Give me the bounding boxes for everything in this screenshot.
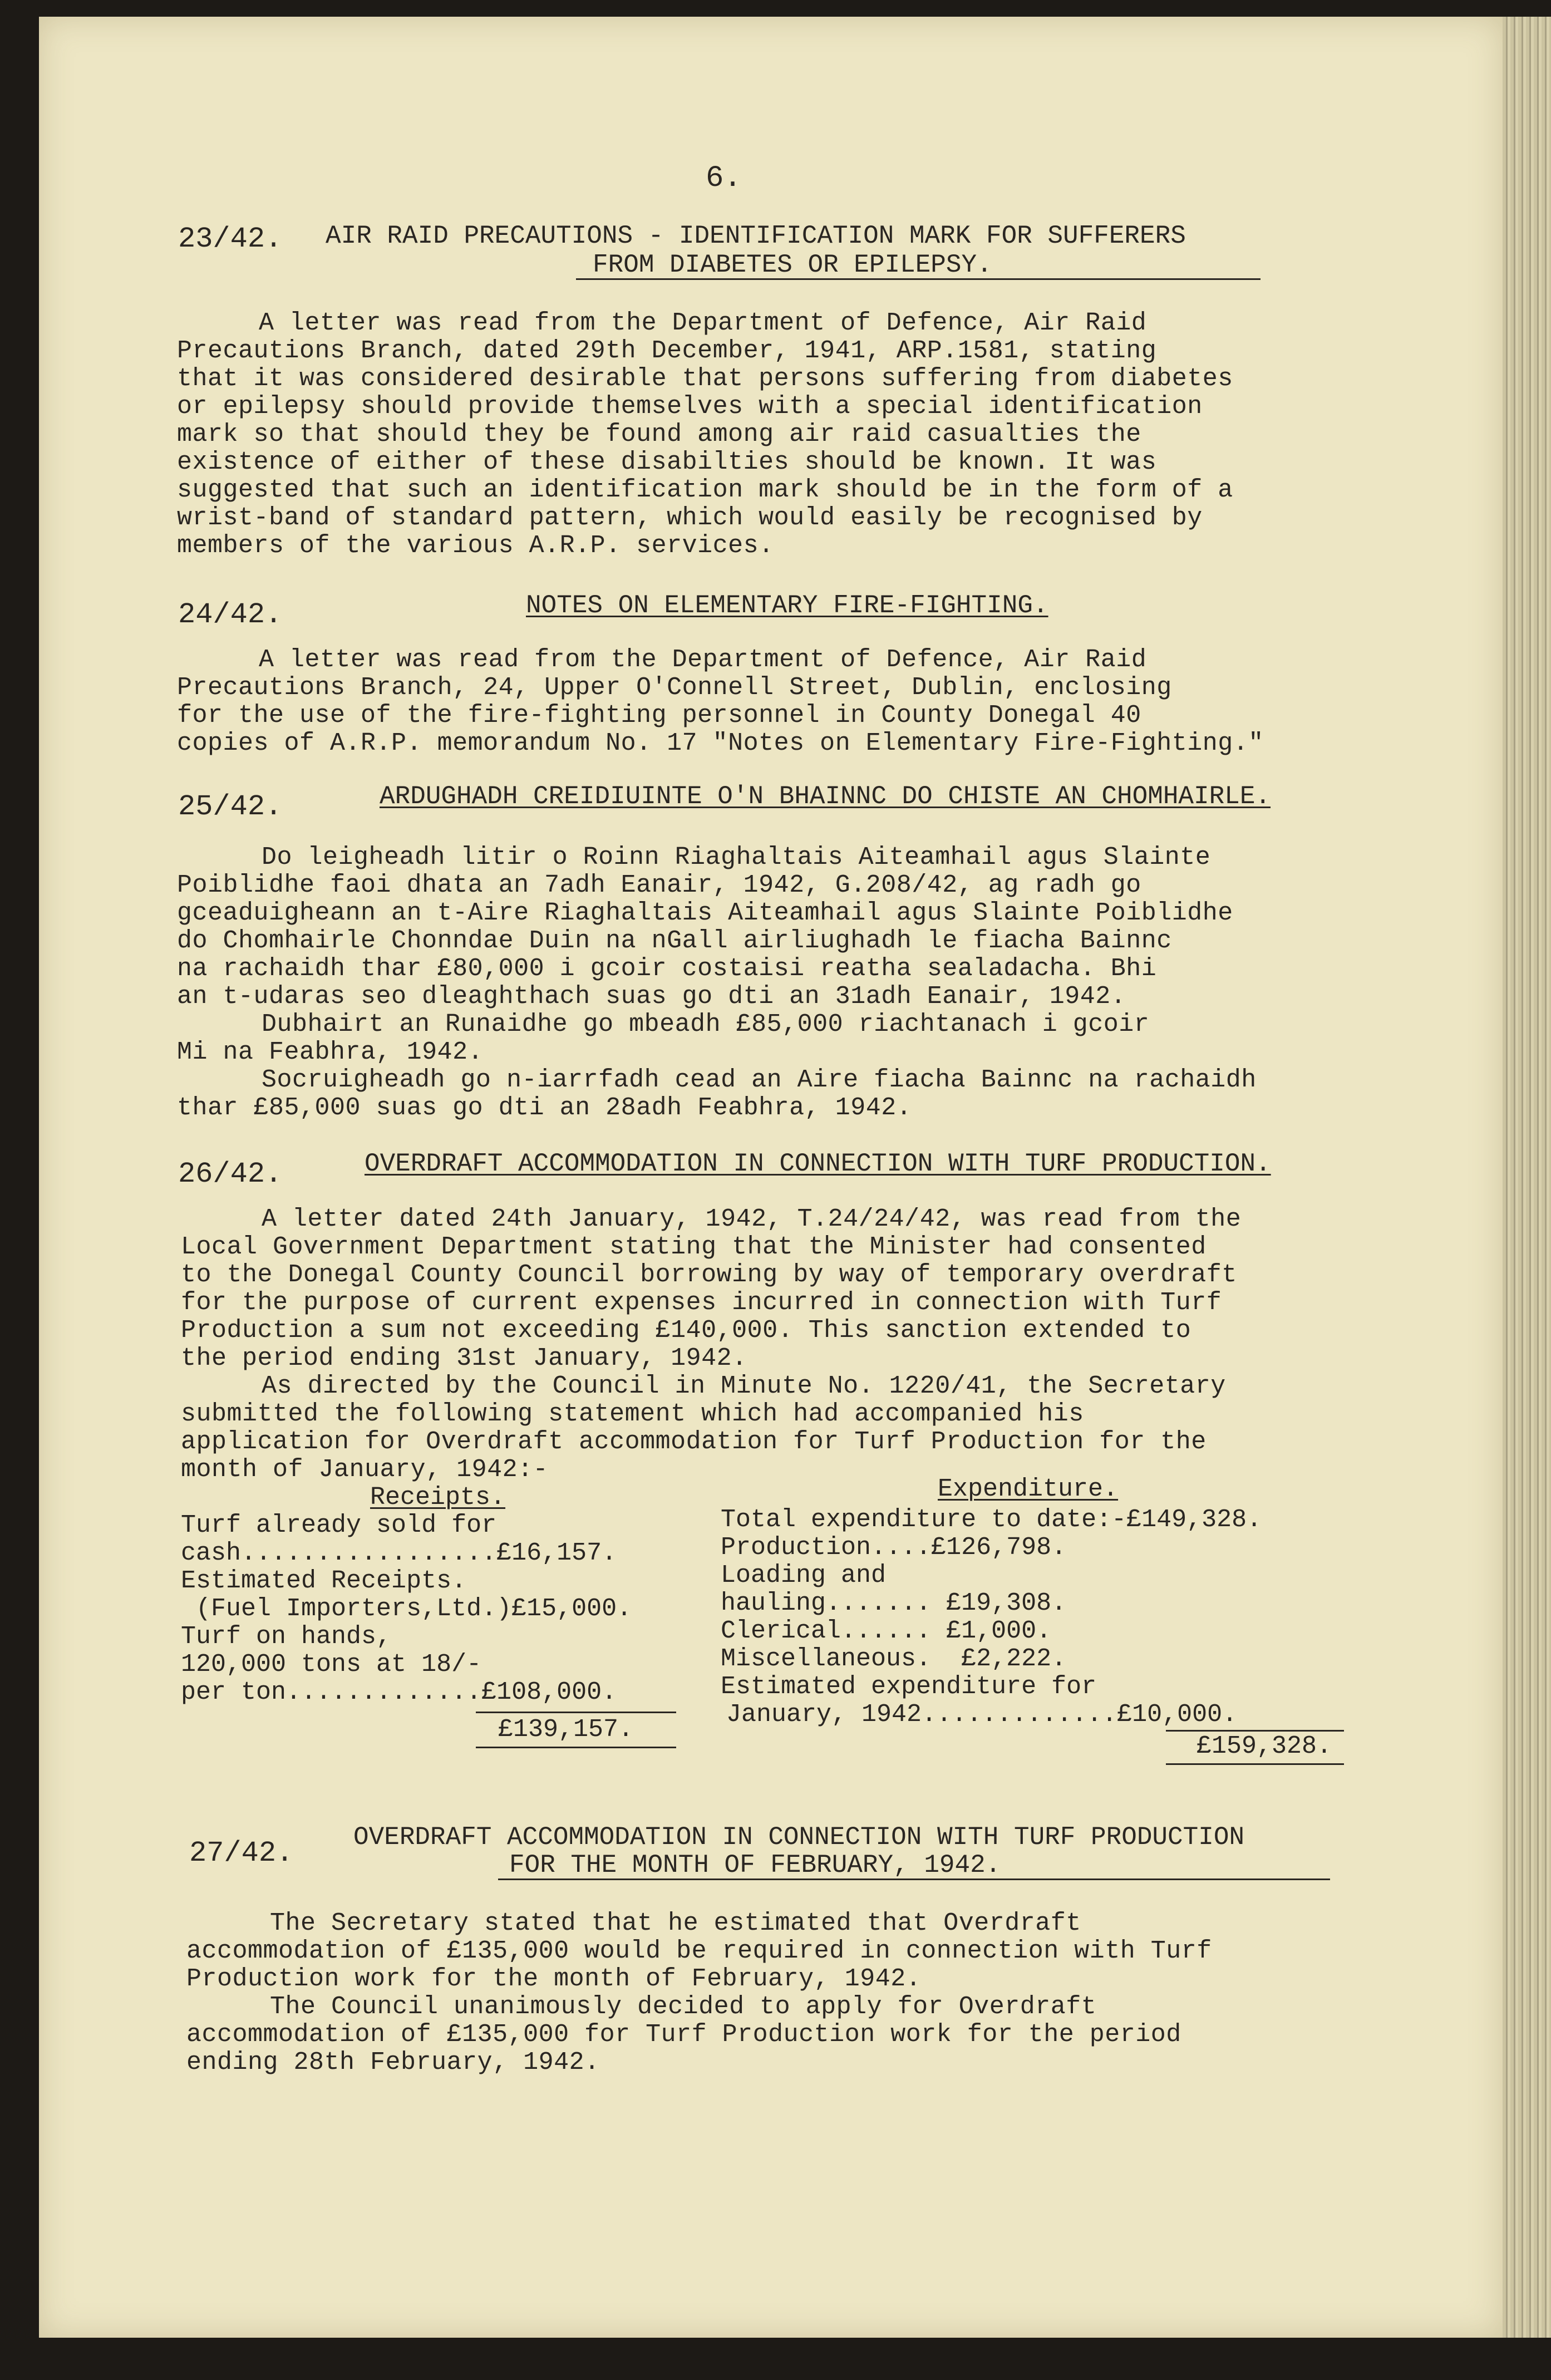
expenditure-line: Production....£126,798.: [721, 1533, 1067, 1562]
expenditure-heading: Expenditure.: [938, 1475, 1119, 1503]
text-line: The Council unanimously decided to apply for Overdraft: [270, 1993, 1097, 2021]
text-line: mark so that should they be found among air raid casualties the: [177, 420, 1141, 449]
text-line: month of January, 1942:-: [181, 1455, 549, 1484]
text-line: members of the various A.R.P. services.: [177, 532, 774, 560]
text-line: Dubhairt an Runaidhe go mbeadh £85,000 riachtanach i gcoir: [262, 1010, 1150, 1039]
heading-27-42-line-2: FOR THE MONTH OF FEBRUARY, 1942.: [509, 1851, 1001, 1880]
text-line: accommodation of £135,000 for Turf Production work for the period: [186, 2020, 1181, 2049]
receipts-line: 120,000 tons at 18/-: [181, 1650, 482, 1679]
expenditure-total: £159,328.: [1197, 1732, 1332, 1761]
text-line: As directed by the Council in Minute No. 1220/41, the Secretary: [262, 1372, 1226, 1400]
text-line: gceaduigheann an t-Aire Riaghaltais Aiteamhail agus Slainte Poiblidhe: [177, 899, 1233, 927]
expenditure-line: Estimated expenditure for: [721, 1673, 1097, 1701]
receipts-line: Turf already sold for: [181, 1511, 497, 1540]
heading-25-42: ARDUGHADH CREIDIUINTE O'N BHAINNC DO CHISTE AN CHOMHAIRLE.: [380, 782, 1271, 811]
heading-27-42-line-1: OVERDRAFT ACCOMMODATION IN CONNECTION WITH TURF PRODUCTION: [353, 1823, 1245, 1852]
receipts-rule-top: [476, 1712, 676, 1713]
receipts-line: per ton.............£108,000.: [181, 1678, 617, 1707]
heading-23-42-line-1: AIR RAID PRECAUTIONS - IDENTIFICATION MARK FOR SUFFERERS: [326, 222, 1186, 250]
page-edges: [1503, 17, 1551, 2338]
receipts-line: Turf on hands,: [181, 1622, 392, 1651]
heading-23-42-line-2: FROM DIABETES OR EPILEPSY.: [593, 250, 992, 279]
receipts-total: £139,157.: [498, 1715, 634, 1744]
text-line: application for Overdraft accommodation for Turf Production for the: [181, 1428, 1207, 1456]
receipts-line: cash.................£16,157.: [181, 1539, 617, 1567]
text-line: Production work for the month of February, 1942.: [186, 1965, 922, 1993]
expenditure-line: Miscellaneous. £2,222.: [721, 1645, 1067, 1673]
text-line: accommodation of £135,000 would be required in connection with Turf: [186, 1937, 1212, 1965]
receipts-line: Estimated Receipts.: [181, 1567, 467, 1595]
expenditure-line: Clerical...... £1,000.: [721, 1617, 1052, 1645]
text-line: ending 28th February, 1942.: [186, 2048, 600, 2077]
text-line: A letter dated 24th January, 1942, T.24/24/42, was read from the: [262, 1205, 1242, 1233]
text-line: that it was considered desirable that persons suffering from diabetes: [177, 365, 1233, 393]
text-line: Socruigheadh go n-iarrfadh cead an Aire fiacha Bainnc na rachaidh: [262, 1066, 1257, 1094]
text-line: existence of either of these disabilties should be known. It was: [177, 448, 1157, 476]
text-line: Do leigheadh litir o Roinn Riaghaltais Aiteamhail agus Slainte: [262, 843, 1211, 872]
text-line: the period ending 31st January, 1942.: [181, 1344, 747, 1373]
text-line: for the use of the fire-fighting personnel in County Donegal 40: [177, 701, 1141, 730]
text-line: na rachaidh thar £80,000 i gcoir costaisi reatha sealadacha. Bhi: [177, 955, 1157, 983]
text-line: Local Government Department stating that the Minister had consented: [181, 1233, 1207, 1261]
text-line: for the purpose of current expenses incurred in connection with Turf: [181, 1289, 1222, 1317]
minute-number-24-42: 24/42.: [178, 598, 283, 631]
text-line: Production a sum not exceeding £140,000. This sanction extended to: [181, 1316, 1191, 1345]
minute-number-27-42: 27/42.: [189, 1837, 294, 1870]
expenditure-rule-bottom: [1166, 1763, 1344, 1765]
text-line: Precautions Branch, 24, Upper O'Connell Street, Dublin, enclosing: [177, 673, 1172, 702]
text-line: Precautions Branch, dated 29th December, 1941, ARP.1581, stating: [177, 337, 1157, 365]
text-line: suggested that such an identification mark should be in the form of a: [177, 476, 1233, 504]
text-line: an t-udaras seo dleaghthach suas go dti an 31adh Eanair, 1942.: [177, 982, 1126, 1011]
receipts-line: (Fuel Importers,Ltd.)£15,000.: [181, 1595, 632, 1623]
text-line: Mi na Feabhra, 1942.: [177, 1038, 484, 1066]
heading-24-42: NOTES ON ELEMENTARY FIRE-FIGHTING.: [526, 591, 1048, 620]
expenditure-line: Loading and: [721, 1561, 887, 1590]
text-line: The Secretary stated that he estimated that Overdraft: [270, 1909, 1081, 1938]
expenditure-rule-top: [1166, 1730, 1344, 1732]
expenditure-line: Total expenditure to date:-£149,328.: [721, 1506, 1262, 1534]
expenditure-line: hauling....... £19,308.: [721, 1589, 1067, 1617]
text-line: or epilepsy should provide themselves with a special identification: [177, 392, 1203, 421]
text-line: A letter was read from the Department of Defence, Air Raid: [259, 646, 1147, 674]
minute-number-25-42: 25/42.: [178, 790, 283, 823]
minute-number-26-42: 26/42.: [178, 1158, 283, 1191]
heading-underline: [576, 278, 1261, 280]
text-line: do Chomhairle Chonndae Duin na nGall airliughadh le fiacha Bainnc: [177, 927, 1172, 955]
page-number: 6.: [706, 161, 742, 195]
receipts-rule-bottom: [476, 1747, 676, 1748]
expenditure-line: January, 1942.............£10,000.: [726, 1700, 1238, 1729]
text-line: wrist-band of standard pattern, which would easily be recognised by: [177, 504, 1203, 532]
receipts-heading: Receipts.: [370, 1483, 506, 1512]
text-line: thar £85,000 suas go dti an 28adh Feabhra, 1942.: [177, 1094, 912, 1122]
text-line: A letter was read from the Department of Defence, Air Raid: [259, 309, 1147, 337]
text-line: to the Donegal County Council borrowing by way of temporary overdraft: [181, 1261, 1237, 1289]
heading-underline: [498, 1879, 1330, 1880]
text-line: submitted the following statement which had accompanied his: [181, 1400, 1084, 1428]
text-line: Poiblidhe faoi dhata an 7adh Eanair, 1942, G.208/42, ag radh go: [177, 871, 1141, 899]
minute-number-23-42: 23/42.: [178, 223, 283, 255]
heading-26-42: OVERDRAFT ACCOMMODATION IN CONNECTION WITH TURF PRODUCTION.: [365, 1149, 1271, 1178]
text-line: copies of A.R.P. memorandum No. 17 "Notes on Elementary Fire-Fighting.": [177, 729, 1264, 758]
